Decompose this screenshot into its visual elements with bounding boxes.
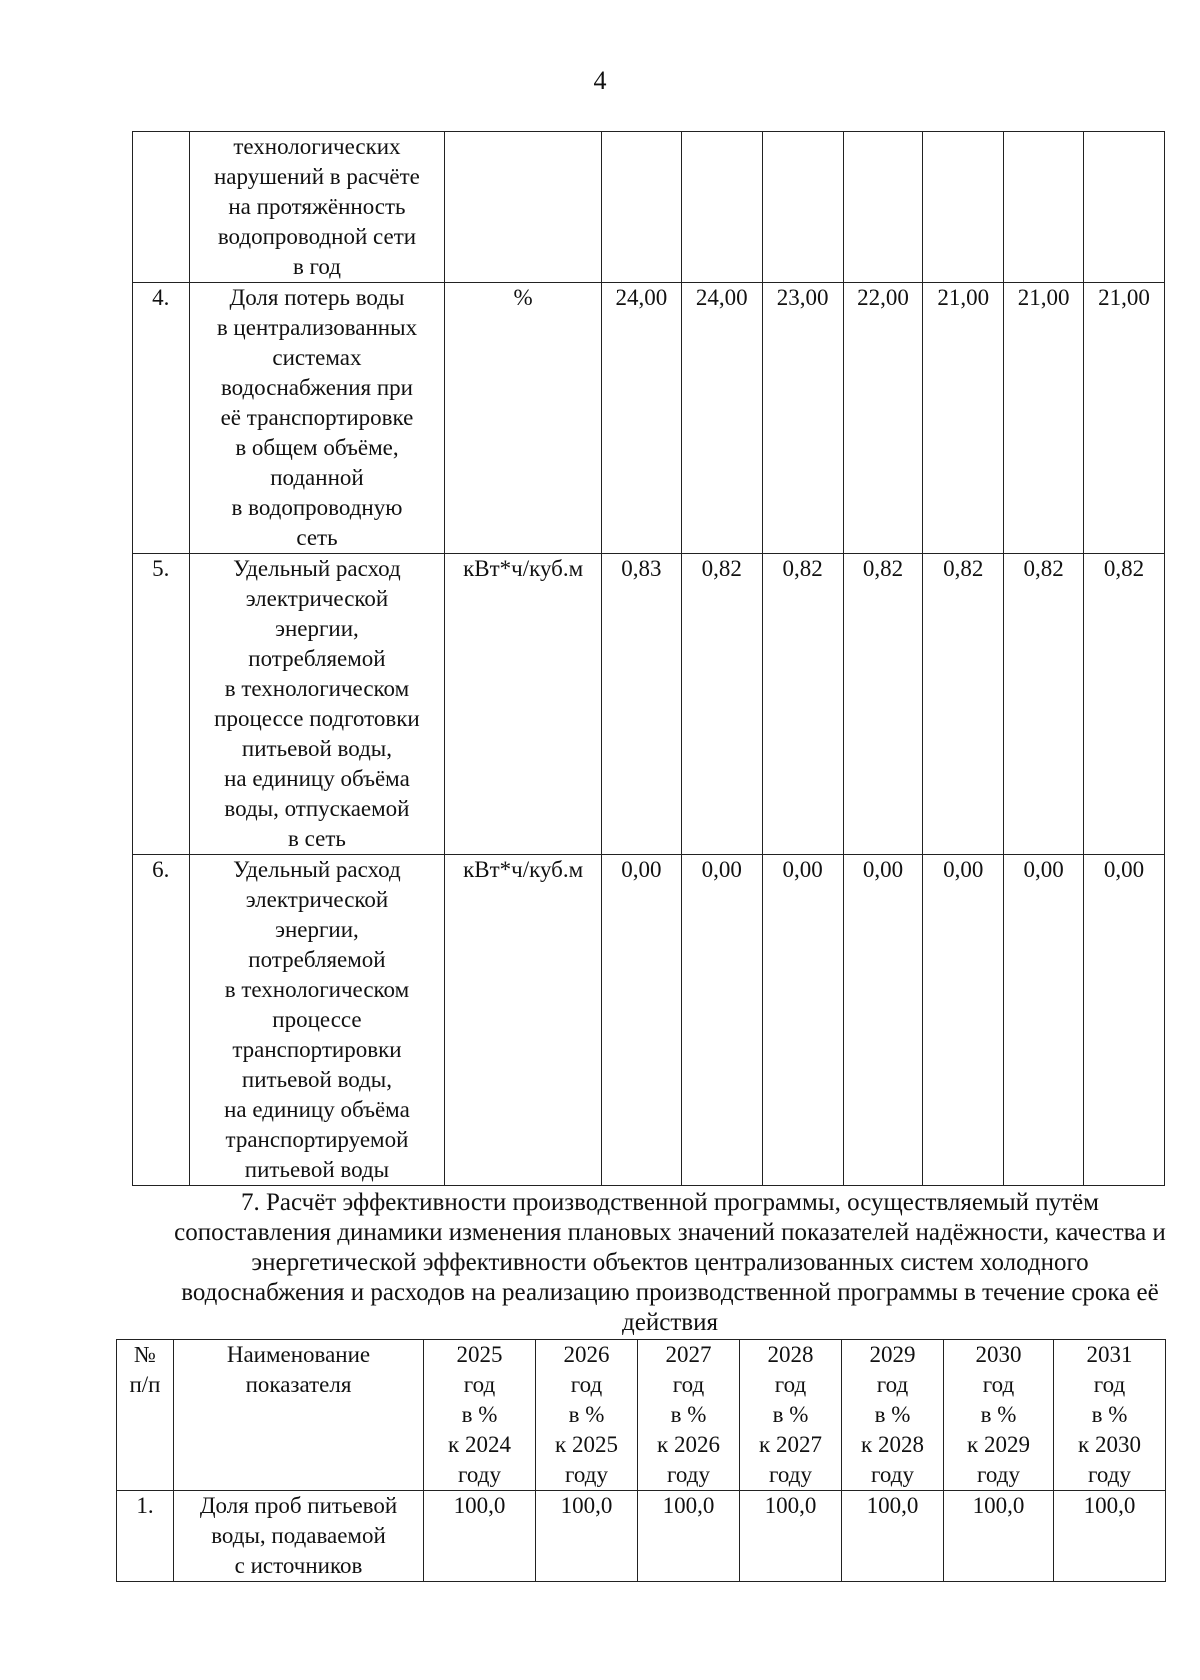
row-number: 5. — [133, 554, 190, 855]
header-line: к 2025 — [555, 1432, 618, 1457]
header-year — [424, 1340, 536, 1491]
value-cell — [1004, 132, 1084, 283]
name-line: энергии, — [275, 917, 359, 942]
header-line: в % — [980, 1402, 1017, 1427]
efficiency-table — [116, 1339, 1166, 1582]
value-cell: 0,82 — [762, 554, 843, 855]
value-cell: 0,00 — [923, 855, 1004, 1186]
header-num — [117, 1340, 174, 1491]
header-line: 2027 — [665, 1342, 712, 1367]
table-row — [133, 554, 1165, 855]
value-cell — [762, 132, 843, 283]
value-cell — [681, 132, 762, 283]
value-cell: 0,82 — [1004, 554, 1084, 855]
indicators-table — [132, 131, 1165, 1186]
header-year — [842, 1340, 944, 1491]
value-cell: 100,0 — [536, 1491, 638, 1582]
value-cell: 0,82 — [923, 554, 1004, 855]
indicator-name — [189, 283, 445, 554]
name-line: воды, подаваемой — [211, 1523, 386, 1548]
header-year — [944, 1340, 1054, 1491]
name-line: водоснабжения при — [220, 375, 413, 400]
value-cell: 0,82 — [1084, 554, 1165, 855]
name-line: нарушений в расчёте — [213, 164, 420, 189]
name-line: питьевой воды, — [241, 1067, 392, 1092]
value-cell: 0,00 — [1084, 855, 1165, 1186]
header-line: год — [774, 1372, 807, 1397]
value-cell: 21,00 — [923, 283, 1004, 554]
table-row — [133, 855, 1165, 1186]
header-year — [638, 1340, 740, 1491]
value-cell: 100,0 — [424, 1491, 536, 1582]
name-line: с источников — [234, 1553, 363, 1578]
value-cell — [923, 132, 1004, 283]
name-line: её транспортировке — [220, 405, 414, 430]
section7-heading: 7. Расчёт эффективности производственной программы, осуществляемый путём сопоставления динамики изменения плановых значений показателей надёжности, качества и энергетической эффективности объектов централизованных систем холодного водоснабжения и расходов на реализацию производственной программы в течение срока её действия — [174, 1189, 1166, 1336]
value-cell: 100,0 — [1054, 1491, 1166, 1582]
name-line: воды, отпускаемой — [224, 796, 410, 821]
value-cell: 0,00 — [1004, 855, 1084, 1186]
header-line: год — [570, 1372, 603, 1397]
header-line: к 2029 — [967, 1432, 1030, 1457]
value-cell: 0,00 — [681, 855, 762, 1186]
header-line: в % — [568, 1402, 605, 1427]
value-cell: 23,00 — [762, 283, 843, 554]
name-line: энергии, — [275, 616, 359, 641]
name-line: процессе — [272, 1007, 362, 1032]
value-cell — [1084, 132, 1165, 283]
value-cell: 100,0 — [944, 1491, 1054, 1582]
name-line: Доля потерь воды — [229, 285, 405, 310]
value-cell: 0,83 — [601, 554, 681, 855]
header-line: 2025 — [456, 1342, 503, 1367]
value-cell: 24,00 — [601, 283, 681, 554]
indicator-name — [174, 1491, 424, 1582]
table-row — [133, 283, 1165, 554]
name-line: на единицу объёма — [224, 1097, 410, 1122]
name-line: в технологическом — [224, 676, 410, 701]
header-line: к 2027 — [759, 1432, 822, 1457]
indicator-name — [189, 855, 445, 1186]
header-line: год — [982, 1372, 1015, 1397]
name-line: технологических — [233, 134, 401, 159]
header-year — [740, 1340, 842, 1491]
header-line: показателя — [245, 1372, 352, 1397]
name-line: электрической — [245, 586, 389, 611]
name-line: Доля проб питьевой — [199, 1493, 398, 1518]
name-line: сеть — [296, 525, 338, 550]
value-cell: 21,00 — [1004, 283, 1084, 554]
header-line: к 2030 — [1078, 1432, 1141, 1457]
name-line: потребляемой — [248, 947, 386, 972]
header-line: году — [667, 1462, 710, 1487]
row-number: 1. — [117, 1491, 174, 1582]
value-cell — [601, 132, 681, 283]
row-number — [133, 132, 190, 283]
header-line: в % — [670, 1402, 707, 1427]
name-line: системах — [272, 345, 362, 370]
value-cell: 100,0 — [740, 1491, 842, 1582]
header-line: в % — [772, 1402, 809, 1427]
value-cell: 0,00 — [843, 855, 923, 1186]
name-line: водопроводной сети — [217, 224, 417, 249]
header-line: 2031 — [1086, 1342, 1133, 1367]
header-line: в % — [874, 1402, 911, 1427]
name-line: в технологическом — [224, 977, 410, 1002]
header-line: 2029 — [869, 1342, 916, 1367]
row-number: 6. — [133, 855, 190, 1186]
header-line: год — [463, 1372, 496, 1397]
value-cell: 0,82 — [681, 554, 762, 855]
page-number: 4 — [593, 66, 607, 95]
indicator-name — [189, 132, 445, 283]
header-line: № — [134, 1342, 156, 1367]
header-line: году — [565, 1462, 608, 1487]
value-cell: 0,82 — [843, 554, 923, 855]
name-line: процессе подготовки — [214, 706, 420, 731]
name-line: транспортируемой — [225, 1127, 409, 1152]
header-line: п/п — [129, 1372, 161, 1397]
header-line: году — [977, 1462, 1020, 1487]
header-year — [536, 1340, 638, 1491]
value-cell: 0,00 — [601, 855, 681, 1186]
table-row — [117, 1491, 1166, 1582]
value-cell: 100,0 — [842, 1491, 944, 1582]
indicator-name — [189, 554, 445, 855]
header-line: году — [769, 1462, 812, 1487]
value-cell: 0,00 — [762, 855, 843, 1186]
unit-cell: кВт*ч/куб.м — [445, 554, 602, 855]
name-line: питьевой воды, — [241, 736, 392, 761]
header-year — [1054, 1340, 1166, 1491]
value-cell: 24,00 — [681, 283, 762, 554]
header-line: году — [1088, 1462, 1131, 1487]
name-line: на протяжённость — [228, 194, 406, 219]
name-line: поданной — [270, 465, 364, 490]
header-line: 2030 — [975, 1342, 1022, 1367]
header-line: к 2024 — [448, 1432, 511, 1457]
header-line: год — [672, 1372, 705, 1397]
name-line: транспортировки — [232, 1037, 402, 1062]
value-cell: 22,00 — [843, 283, 923, 554]
header-line: Наименование — [226, 1342, 371, 1367]
table-row — [133, 132, 1165, 283]
header-line: 2028 — [767, 1342, 814, 1367]
value-cell: 21,00 — [1084, 283, 1165, 554]
value-cell: 100,0 — [638, 1491, 740, 1582]
unit-cell: % — [445, 283, 602, 554]
header-line: в % — [461, 1402, 498, 1427]
value-cell — [843, 132, 923, 283]
header-line: к 2026 — [657, 1432, 720, 1457]
table-header-row — [117, 1340, 1166, 1491]
name-line: потребляемой — [248, 646, 386, 671]
header-line: год — [876, 1372, 909, 1397]
name-line: в год — [292, 254, 341, 279]
header-line: 2026 — [563, 1342, 610, 1367]
name-line: Удельный расход — [233, 857, 401, 882]
header-line: году — [871, 1462, 914, 1487]
header-line: год — [1093, 1372, 1126, 1397]
header-line: к 2028 — [861, 1432, 924, 1457]
name-line: в централизованных — [216, 315, 418, 340]
name-line: в общем объёме, — [235, 435, 399, 460]
unit-cell — [445, 132, 602, 283]
name-line: в сеть — [288, 826, 346, 851]
name-line: на единицу объёма — [224, 766, 410, 791]
header-name — [174, 1340, 424, 1491]
name-line: в водопроводную — [231, 495, 403, 520]
header-line: году — [458, 1462, 501, 1487]
unit-cell: кВт*ч/куб.м — [445, 855, 602, 1186]
name-line: Удельный расход — [233, 556, 401, 581]
name-line: электрической — [245, 887, 389, 912]
header-line: в % — [1091, 1402, 1128, 1427]
row-number: 4. — [133, 283, 190, 554]
name-line: питьевой воды — [244, 1157, 390, 1182]
